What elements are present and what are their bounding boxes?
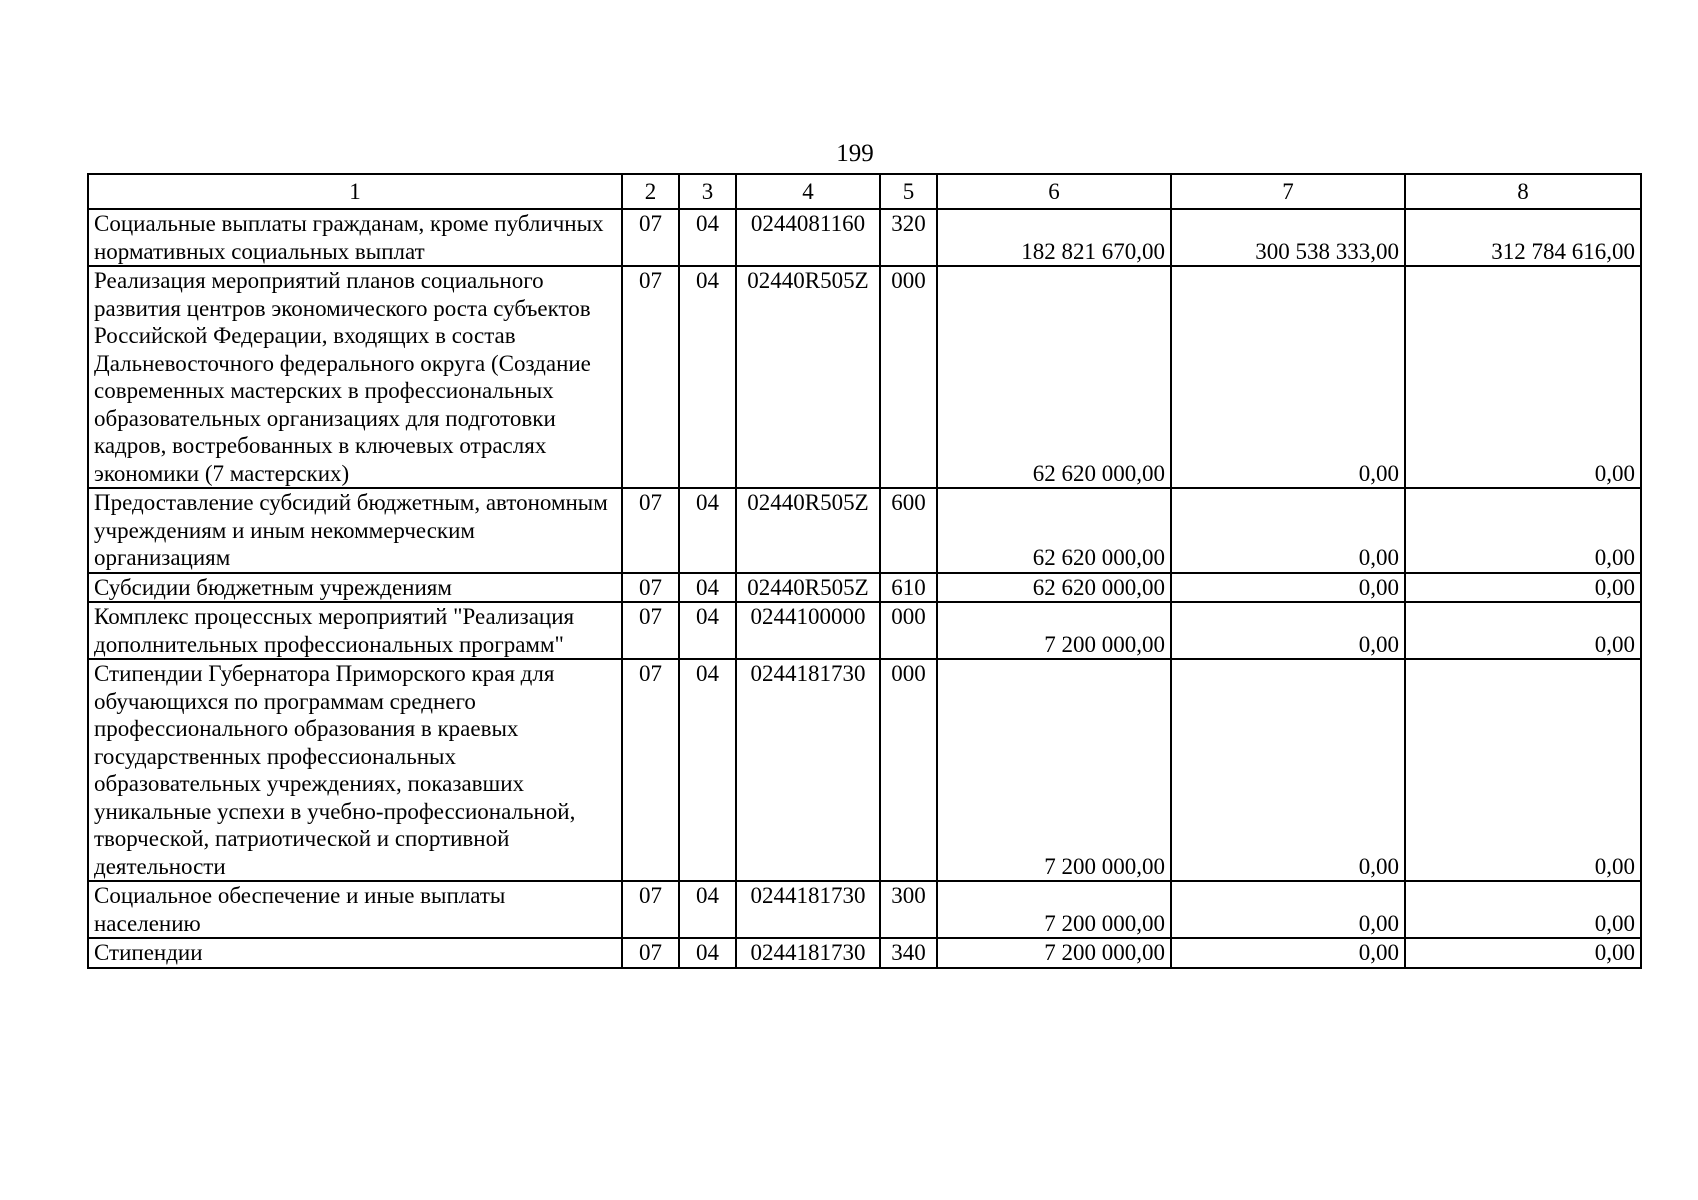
header-cell: 2 [622,174,679,209]
section-code-cell: 07 [622,938,679,968]
table-row [88,881,1641,938]
header-cell: 7 [1171,174,1405,209]
header-cell: 4 [736,174,880,209]
section-code-cell: 07 [622,881,679,938]
target-article-cell: 0244100000 [736,602,880,659]
amount-col6-cell: 7 200 000,00 [937,602,1171,659]
table-row [88,573,1641,603]
amount-col6-cell: 7 200 000,00 [937,881,1171,938]
target-article-cell: 0244181730 [736,938,880,968]
amount-col6-cell: 182 821 670,00 [937,209,1171,266]
table-row [88,488,1641,573]
row-name-cell: Социальное обеспечение и иные выплаты населению [88,881,622,938]
section-code-cell: 07 [622,659,679,881]
table-row [88,602,1641,659]
target-article-cell: 02440R505Z [736,573,880,603]
expense-type-cell: 000 [880,266,937,488]
subsection-code-cell: 04 [679,659,736,881]
subsection-code-cell: 04 [679,488,736,573]
table-row [88,938,1641,968]
section-code-cell: 07 [622,266,679,488]
amount-col7-cell: 0,00 [1171,573,1405,603]
amount-col8-cell: 0,00 [1405,266,1641,488]
amount-col8-cell: 0,00 [1405,602,1641,659]
expense-type-cell: 610 [880,573,937,603]
expense-type-cell: 600 [880,488,937,573]
target-article-cell: 02440R505Z [736,488,880,573]
page-number: 199 [836,140,874,167]
expense-type-cell: 000 [880,659,937,881]
table-row [88,266,1641,488]
subsection-code-cell: 04 [679,573,736,603]
target-article-cell: 0244181730 [736,881,880,938]
amount-col6-cell: 7 200 000,00 [937,659,1171,881]
subsection-code-cell: 04 [679,881,736,938]
amount-col8-cell: 0,00 [1405,881,1641,938]
row-name-cell: Стипендии [88,938,622,968]
expense-type-cell: 340 [880,938,937,968]
amount-col7-cell: 0,00 [1171,881,1405,938]
expense-type-cell: 300 [880,881,937,938]
expense-type-cell: 000 [880,602,937,659]
table-row [88,209,1641,266]
table-header-row [88,174,1641,209]
amount-col7-cell: 300 538 333,00 [1171,209,1405,266]
section-code-cell: 07 [622,602,679,659]
amount-col6-cell: 62 620 000,00 [937,488,1171,573]
header-cell: 8 [1405,174,1641,209]
amount-col8-cell: 0,00 [1405,938,1641,968]
section-code-cell: 07 [622,488,679,573]
subsection-code-cell: 04 [679,209,736,266]
header-cell: 5 [880,174,937,209]
row-name-cell: Социальные выплаты гражданам, кроме публичных нормативных социальных выплат [88,209,622,266]
table-row [88,659,1641,881]
amount-col6-cell: 62 620 000,00 [937,266,1171,488]
amount-col8-cell: 0,00 [1405,488,1641,573]
amount-col8-cell: 0,00 [1405,573,1641,603]
amount-col7-cell: 0,00 [1171,602,1405,659]
expense-type-cell: 320 [880,209,937,266]
amount-col6-cell: 7 200 000,00 [937,938,1171,968]
header-cell: 6 [937,174,1171,209]
amount-col7-cell: 0,00 [1171,659,1405,881]
section-code-cell: 07 [622,573,679,603]
amount-col7-cell: 0,00 [1171,266,1405,488]
header-cell: 1 [88,174,622,209]
subsection-code-cell: 04 [679,266,736,488]
amount-col7-cell: 0,00 [1171,488,1405,573]
target-article-cell: 0244081160 [736,209,880,266]
amount-col8-cell: 0,00 [1405,659,1641,881]
target-article-cell: 02440R505Z [736,266,880,488]
header-cell: 3 [679,174,736,209]
amount-col7-cell: 0,00 [1171,938,1405,968]
subsection-code-cell: 04 [679,602,736,659]
row-name-cell: Реализация мероприятий планов социального развития центров экономического роста субъектов Российской Федерации, входящих в состав Дальневосточного федерального округа (Создание современных мастерских в профессиональных образовательных организациях для подготовки кадров, востребованных в ключевых отраслях экономики (7 мастерских) [88,266,622,488]
row-name-cell: Субсидии бюджетным учреждениям [88,573,622,603]
amount-col6-cell: 62 620 000,00 [937,573,1171,603]
section-code-cell: 07 [622,209,679,266]
budget-table [87,173,1642,969]
amount-col8-cell: 312 784 616,00 [1405,209,1641,266]
row-name-cell: Предоставление субсидий бюджетным, автономным учреждениям и иным некоммерческим организациям [88,488,622,573]
row-name-cell: Стипендии Губернатора Приморского края для обучающихся по программам среднего профессионального образования в краевых государственных профессиональных образовательных учреждениях, показавших уникальные успехи в учебно-профессиональной, творческой, патриотической и спортивной деятельности [88,659,622,881]
subsection-code-cell: 04 [679,938,736,968]
target-article-cell: 0244181730 [736,659,880,881]
row-name-cell: Комплекс процессных мероприятий "Реализация дополнительных профессиональных программ" [88,602,622,659]
